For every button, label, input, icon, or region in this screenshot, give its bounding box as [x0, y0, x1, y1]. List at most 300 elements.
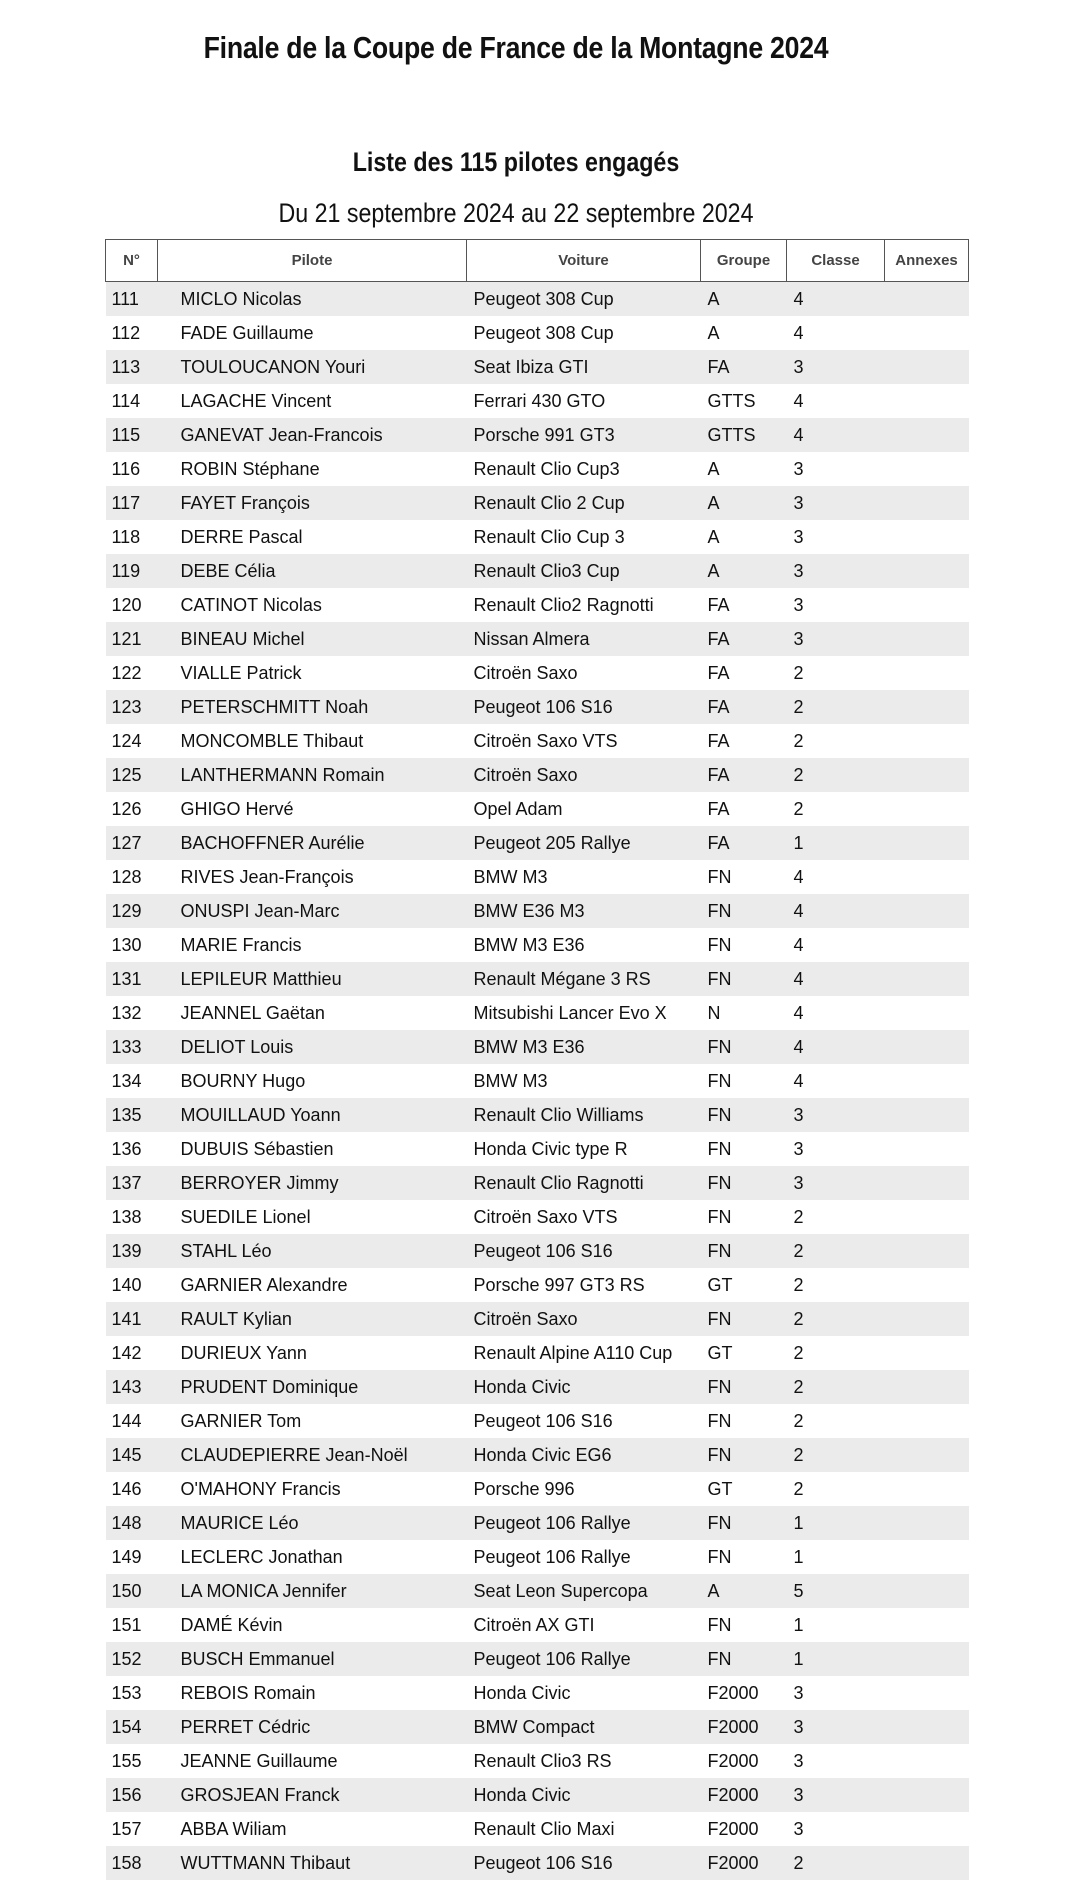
cell-annexes [885, 894, 969, 928]
table-row [106, 418, 969, 452]
cell-num: 114 [106, 384, 158, 418]
cell-voiture: Honda Civic [467, 1370, 701, 1404]
cell-classe: 2 [787, 690, 885, 724]
column-header-classe: Classe [787, 240, 885, 282]
cell-groupe: FA [701, 622, 787, 656]
cell-pilote: ABBA Wiliam [158, 1812, 467, 1846]
cell-voiture: Renault Clio Ragnotti [467, 1166, 701, 1200]
table-row [106, 1404, 969, 1438]
table-row [106, 282, 969, 317]
cell-pilote: CATINOT Nicolas [158, 588, 467, 622]
cell-num: 121 [106, 622, 158, 656]
cell-classe: 3 [787, 1098, 885, 1132]
cell-num: 135 [106, 1098, 158, 1132]
cell-annexes [885, 554, 969, 588]
cell-groupe: FN [701, 1098, 787, 1132]
cell-voiture: Renault Clio Maxi [467, 1812, 701, 1846]
cell-pilote: RIVES Jean-François [158, 860, 467, 894]
cell-pilote: DERRE Pascal [158, 520, 467, 554]
cell-groupe: N [701, 996, 787, 1030]
cell-num: 144 [106, 1404, 158, 1438]
table-row [106, 1574, 969, 1608]
cell-pilote: VIALLE Patrick [158, 656, 467, 690]
cell-groupe: FA [701, 826, 787, 860]
cell-pilote: BERROYER Jimmy [158, 1166, 467, 1200]
cell-groupe: FN [701, 1370, 787, 1404]
cell-pilote: ONUSPI Jean-Marc [158, 894, 467, 928]
cell-voiture: Renault Clio3 Cup [467, 554, 701, 588]
cell-classe: 4 [787, 316, 885, 350]
entrants-table-container [105, 239, 968, 1880]
cell-num: 125 [106, 758, 158, 792]
table-row [106, 1166, 969, 1200]
cell-annexes [885, 1302, 969, 1336]
cell-pilote: MICLO Nicolas [158, 282, 467, 317]
table-row [106, 690, 969, 724]
table-row [106, 1336, 969, 1370]
cell-voiture: Seat Ibiza GTI [467, 350, 701, 384]
cell-annexes [885, 996, 969, 1030]
cell-pilote: LAGACHE Vincent [158, 384, 467, 418]
cell-classe: 4 [787, 1030, 885, 1064]
cell-voiture: Peugeot 106 Rallye [467, 1540, 701, 1574]
table-row [106, 1540, 969, 1574]
cell-num: 129 [106, 894, 158, 928]
cell-classe: 3 [787, 452, 885, 486]
cell-voiture: Peugeot 205 Rallye [467, 826, 701, 860]
column-header-pilote: Pilote [158, 240, 467, 282]
cell-annexes [885, 860, 969, 894]
cell-classe: 1 [787, 1506, 885, 1540]
cell-voiture: Porsche 997 GT3 RS [467, 1268, 701, 1302]
cell-num: 149 [106, 1540, 158, 1574]
cell-num: 131 [106, 962, 158, 996]
cell-groupe: FN [701, 1506, 787, 1540]
table-row [106, 1642, 969, 1676]
table-row [106, 826, 969, 860]
cell-voiture: Citroën Saxo [467, 758, 701, 792]
cell-groupe: GT [701, 1336, 787, 1370]
cell-voiture: Citroën Saxo [467, 656, 701, 690]
cell-pilote: MARIE Francis [158, 928, 467, 962]
cell-classe: 3 [787, 1676, 885, 1710]
cell-voiture: BMW M3 [467, 860, 701, 894]
cell-voiture: Citroën AX GTI [467, 1608, 701, 1642]
cell-groupe: A [701, 554, 787, 588]
cell-pilote: DAMÉ Kévin [158, 1608, 467, 1642]
cell-classe: 2 [787, 1404, 885, 1438]
cell-voiture: Citroën Saxo VTS [467, 724, 701, 758]
cell-annexes [885, 1778, 969, 1812]
cell-num: 112 [106, 316, 158, 350]
cell-pilote: MONCOMBLE Thibaut [158, 724, 467, 758]
cell-classe: 2 [787, 1200, 885, 1234]
cell-voiture: Peugeot 308 Cup [467, 316, 701, 350]
cell-annexes [885, 1574, 969, 1608]
cell-classe: 2 [787, 1370, 885, 1404]
cell-num: 120 [106, 588, 158, 622]
cell-classe: 2 [787, 1846, 885, 1880]
cell-num: 141 [106, 1302, 158, 1336]
cell-classe: 2 [787, 1472, 885, 1506]
cell-num: 130 [106, 928, 158, 962]
table-row [106, 996, 969, 1030]
table-row [106, 1302, 969, 1336]
cell-groupe: FN [701, 928, 787, 962]
cell-annexes [885, 1540, 969, 1574]
cell-groupe: GT [701, 1472, 787, 1506]
column-header-groupe: Groupe [701, 240, 787, 282]
cell-groupe: GTTS [701, 384, 787, 418]
table-row [106, 1132, 969, 1166]
cell-groupe: F2000 [701, 1778, 787, 1812]
table-row [106, 1030, 969, 1064]
cell-voiture: Honda Civic [467, 1778, 701, 1812]
cell-voiture: Renault Clio Cup3 [467, 452, 701, 486]
cell-groupe: FN [701, 860, 787, 894]
cell-num: 134 [106, 1064, 158, 1098]
cell-groupe: A [701, 452, 787, 486]
cell-pilote: LA MONICA Jennifer [158, 1574, 467, 1608]
cell-pilote: LECLERC Jonathan [158, 1540, 467, 1574]
table-row [106, 792, 969, 826]
cell-groupe: GT [701, 1268, 787, 1302]
cell-pilote: JEANNE Guillaume [158, 1744, 467, 1778]
table-row [106, 452, 969, 486]
cell-pilote: SUEDILE Lionel [158, 1200, 467, 1234]
cell-annexes [885, 690, 969, 724]
cell-groupe: FA [701, 588, 787, 622]
table-header [106, 240, 969, 282]
cell-annexes [885, 486, 969, 520]
cell-num: 148 [106, 1506, 158, 1540]
cell-classe: 4 [787, 418, 885, 452]
cell-num: 118 [106, 520, 158, 554]
table-row [106, 860, 969, 894]
table-row [106, 1234, 969, 1268]
cell-num: 145 [106, 1438, 158, 1472]
cell-num: 157 [106, 1812, 158, 1846]
cell-classe: 5 [787, 1574, 885, 1608]
cell-annexes [885, 1166, 969, 1200]
table-row [106, 520, 969, 554]
cell-groupe: FN [701, 1200, 787, 1234]
cell-groupe: FA [701, 758, 787, 792]
cell-groupe: F2000 [701, 1812, 787, 1846]
cell-num: 128 [106, 860, 158, 894]
cell-annexes [885, 520, 969, 554]
cell-num: 133 [106, 1030, 158, 1064]
cell-num: 126 [106, 792, 158, 826]
cell-groupe: FN [701, 1302, 787, 1336]
cell-classe: 2 [787, 1302, 885, 1336]
cell-groupe: FN [701, 1064, 787, 1098]
cell-pilote: GROSJEAN Franck [158, 1778, 467, 1812]
cell-groupe: FN [701, 1608, 787, 1642]
cell-pilote: DELIOT Louis [158, 1030, 467, 1064]
cell-num: 124 [106, 724, 158, 758]
cell-annexes [885, 1268, 969, 1302]
cell-groupe: FN [701, 1234, 787, 1268]
cell-groupe: FN [701, 1438, 787, 1472]
cell-annexes [885, 384, 969, 418]
cell-pilote: JEANNEL Gaëtan [158, 996, 467, 1030]
cell-num: 119 [106, 554, 158, 588]
cell-num: 158 [106, 1846, 158, 1880]
cell-voiture: Citroën Saxo VTS [467, 1200, 701, 1234]
cell-voiture: BMW M3 E36 [467, 1030, 701, 1064]
cell-num: 156 [106, 1778, 158, 1812]
cell-voiture: Peugeot 106 S16 [467, 690, 701, 724]
table-header-row [106, 240, 969, 282]
cell-annexes [885, 1846, 969, 1880]
cell-num: 152 [106, 1642, 158, 1676]
cell-voiture: Peugeot 106 Rallye [467, 1642, 701, 1676]
cell-groupe: F2000 [701, 1710, 787, 1744]
entrants-table [105, 239, 969, 1880]
cell-groupe: A [701, 520, 787, 554]
cell-classe: 2 [787, 1438, 885, 1472]
cell-voiture: BMW M3 E36 [467, 928, 701, 962]
table-row [106, 1200, 969, 1234]
table-row [106, 962, 969, 996]
cell-num: 140 [106, 1268, 158, 1302]
cell-voiture: Porsche 991 GT3 [467, 418, 701, 452]
cell-num: 154 [106, 1710, 158, 1744]
cell-num: 143 [106, 1370, 158, 1404]
cell-classe: 1 [787, 1642, 885, 1676]
cell-classe: 4 [787, 962, 885, 996]
cell-voiture: Seat Leon Supercopa [467, 1574, 701, 1608]
cell-pilote: CLAUDEPIERRE Jean-Noël [158, 1438, 467, 1472]
cell-pilote: GARNIER Alexandre [158, 1268, 467, 1302]
table-row [106, 1778, 969, 1812]
cell-classe: 2 [787, 1336, 885, 1370]
table-body [106, 282, 969, 1880]
cell-annexes [885, 1472, 969, 1506]
cell-classe: 4 [787, 894, 885, 928]
cell-annexes [885, 1438, 969, 1472]
cell-annexes [885, 1608, 969, 1642]
cell-annexes [885, 350, 969, 384]
cell-classe: 3 [787, 1744, 885, 1778]
table-row [106, 1710, 969, 1744]
cell-classe: 2 [787, 656, 885, 690]
cell-classe: 3 [787, 486, 885, 520]
cell-classe: 3 [787, 1166, 885, 1200]
cell-pilote: BINEAU Michel [158, 622, 467, 656]
cell-groupe: A [701, 1574, 787, 1608]
cell-num: 146 [106, 1472, 158, 1506]
table-row [106, 1812, 969, 1846]
cell-annexes [885, 826, 969, 860]
cell-pilote: WUTTMANN Thibaut [158, 1846, 467, 1880]
cell-voiture: BMW M3 [467, 1064, 701, 1098]
cell-num: 127 [106, 826, 158, 860]
cell-voiture: Opel Adam [467, 792, 701, 826]
cell-classe: 4 [787, 384, 885, 418]
table-row [106, 928, 969, 962]
cell-classe: 2 [787, 792, 885, 826]
cell-voiture: Peugeot 106 S16 [467, 1234, 701, 1268]
cell-groupe: F2000 [701, 1846, 787, 1880]
cell-annexes [885, 1030, 969, 1064]
cell-groupe: FN [701, 1404, 787, 1438]
column-header-annexes: Annexes [885, 240, 969, 282]
cell-classe: 3 [787, 588, 885, 622]
table-row [106, 1506, 969, 1540]
cell-pilote: TOULOUCANON Youri [158, 350, 467, 384]
table-row [106, 1608, 969, 1642]
cell-annexes [885, 1200, 969, 1234]
cell-annexes [885, 928, 969, 962]
cell-num: 155 [106, 1744, 158, 1778]
cell-num: 153 [106, 1676, 158, 1710]
cell-classe: 3 [787, 520, 885, 554]
cell-pilote: MOUILLAUD Yoann [158, 1098, 467, 1132]
cell-annexes [885, 1336, 969, 1370]
cell-groupe: F2000 [701, 1676, 787, 1710]
cell-pilote: LEPILEUR Matthieu [158, 962, 467, 996]
cell-annexes [885, 758, 969, 792]
table-row [106, 1676, 969, 1710]
cell-classe: 1 [787, 826, 885, 860]
cell-annexes [885, 1676, 969, 1710]
cell-groupe: FN [701, 1540, 787, 1574]
cell-annexes [885, 656, 969, 690]
table-row [106, 588, 969, 622]
table-row [106, 758, 969, 792]
cell-voiture: Honda Civic EG6 [467, 1438, 701, 1472]
cell-classe: 3 [787, 554, 885, 588]
cell-classe: 4 [787, 996, 885, 1030]
cell-voiture: BMW E36 M3 [467, 894, 701, 928]
table-row [106, 622, 969, 656]
cell-groupe: A [701, 486, 787, 520]
cell-voiture: Renault Clio Cup 3 [467, 520, 701, 554]
table-row [106, 1064, 969, 1098]
cell-classe: 4 [787, 928, 885, 962]
cell-groupe: A [701, 282, 787, 317]
cell-pilote: FAYET François [158, 486, 467, 520]
cell-annexes [885, 622, 969, 656]
table-row [106, 316, 969, 350]
cell-annexes [885, 724, 969, 758]
cell-pilote: FADE Guillaume [158, 316, 467, 350]
event-date-range: Du 21 septembre 2024 au 22 septembre 2024 [72, 198, 960, 229]
cell-num: 139 [106, 1234, 158, 1268]
column-header-num: N° [106, 240, 158, 282]
cell-annexes [885, 1744, 969, 1778]
cell-num: 150 [106, 1574, 158, 1608]
table-row [106, 1370, 969, 1404]
cell-voiture: Renault Clio3 RS [467, 1744, 701, 1778]
cell-voiture: Porsche 996 [467, 1472, 701, 1506]
cell-annexes [885, 1506, 969, 1540]
cell-pilote: BUSCH Emmanuel [158, 1642, 467, 1676]
cell-groupe: FN [701, 1132, 787, 1166]
cell-num: 111 [106, 282, 158, 317]
page-title: Finale de la Coupe de France de la Montagne 2024 [72, 30, 960, 66]
cell-annexes [885, 962, 969, 996]
cell-voiture: Honda Civic [467, 1676, 701, 1710]
cell-voiture: Peugeot 106 S16 [467, 1404, 701, 1438]
cell-pilote: PRUDENT Dominique [158, 1370, 467, 1404]
cell-voiture: BMW Compact [467, 1710, 701, 1744]
cell-groupe: FA [701, 350, 787, 384]
cell-pilote: GHIGO Hervé [158, 792, 467, 826]
cell-annexes [885, 1234, 969, 1268]
cell-pilote: DEBE Célia [158, 554, 467, 588]
cell-classe: 1 [787, 1608, 885, 1642]
cell-classe: 2 [787, 1268, 885, 1302]
cell-pilote: DURIEUX Yann [158, 1336, 467, 1370]
cell-classe: 1 [787, 1540, 885, 1574]
table-row [106, 894, 969, 928]
table-row [106, 350, 969, 384]
cell-pilote: DUBUIS Sébastien [158, 1132, 467, 1166]
table-row [106, 724, 969, 758]
cell-groupe: FN [701, 1166, 787, 1200]
cell-voiture: Renault Clio Williams [467, 1098, 701, 1132]
column-header-voiture: Voiture [467, 240, 701, 282]
cell-annexes [885, 1098, 969, 1132]
cell-pilote: PERRET Cédric [158, 1710, 467, 1744]
cell-voiture: Renault Alpine A110 Cup [467, 1336, 701, 1370]
cell-annexes [885, 1132, 969, 1166]
table-row [106, 656, 969, 690]
cell-groupe: FN [701, 894, 787, 928]
cell-num: 113 [106, 350, 158, 384]
table-row [106, 384, 969, 418]
cell-pilote: O'MAHONY Francis [158, 1472, 467, 1506]
cell-pilote: RAULT Kylian [158, 1302, 467, 1336]
cell-annexes [885, 1642, 969, 1676]
cell-voiture: Citroën Saxo [467, 1302, 701, 1336]
cell-voiture: Mitsubishi Lancer Evo X [467, 996, 701, 1030]
cell-voiture: Peugeot 106 Rallye [467, 1506, 701, 1540]
cell-classe: 2 [787, 1234, 885, 1268]
cell-num: 117 [106, 486, 158, 520]
cell-voiture: Renault Clio 2 Cup [467, 486, 701, 520]
cell-annexes [885, 1812, 969, 1846]
cell-classe: 3 [787, 350, 885, 384]
cell-classe: 4 [787, 282, 885, 317]
cell-groupe: FA [701, 656, 787, 690]
cell-num: 138 [106, 1200, 158, 1234]
cell-classe: 3 [787, 1710, 885, 1744]
cell-voiture: Nissan Almera [467, 622, 701, 656]
cell-annexes [885, 1710, 969, 1744]
cell-pilote: LANTHERMANN Romain [158, 758, 467, 792]
cell-classe: 4 [787, 1064, 885, 1098]
cell-annexes [885, 418, 969, 452]
table-row [106, 1268, 969, 1302]
cell-groupe: FN [701, 962, 787, 996]
cell-pilote: PETERSCHMITT Noah [158, 690, 467, 724]
cell-annexes [885, 1404, 969, 1438]
cell-pilote: REBOIS Romain [158, 1676, 467, 1710]
cell-num: 122 [106, 656, 158, 690]
cell-pilote: STAHL Léo [158, 1234, 467, 1268]
cell-annexes [885, 1064, 969, 1098]
cell-num: 115 [106, 418, 158, 452]
cell-voiture: Peugeot 106 S16 [467, 1846, 701, 1880]
cell-voiture: Ferrari 430 GTO [467, 384, 701, 418]
cell-num: 123 [106, 690, 158, 724]
cell-num: 142 [106, 1336, 158, 1370]
cell-groupe: FN [701, 1642, 787, 1676]
